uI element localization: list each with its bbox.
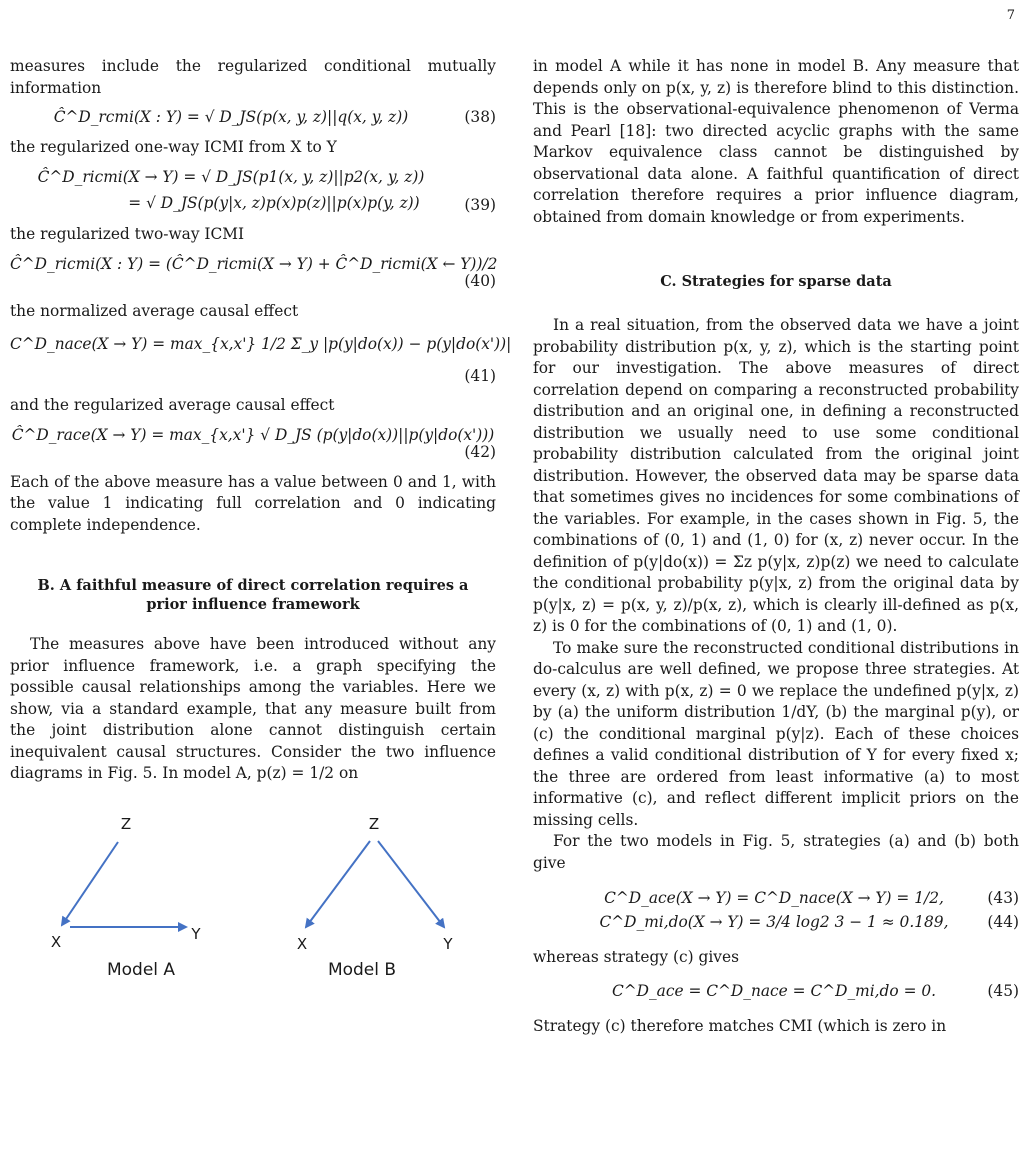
equation-40 (10, 254, 496, 293)
figure-5-svg (10, 811, 496, 991)
model-b-arrow-z-y (378, 841, 444, 927)
section-c-paragraph-3: For the two models in Fig. 5, strategies (a) and (b) both give (533, 832, 1019, 872)
two-way-text: the regularized two-way ICMI (10, 225, 245, 243)
model-b-z-label: Z (368, 814, 380, 833)
equation-44-number: (44) (987, 912, 1019, 931)
equation-45 (533, 981, 1019, 1003)
section-c-paragraph-2: To make sure the reconstructed conditional distributions in do-calculus are well defined, we propose three strategies. At every (x, z) with p(x, z) = 0 we replace the undefined p(y|x, z) by (a) the uniform distribution 1/dY, (b) the marginal p(y), or (c) the conditional marginal p(y|z). Each of these choices defines a valid conditional distribution of Y for every fixed x; the three are ordered from least informative (a) to most informative (c), and reflect different implicit priors on the missing cells. (533, 638, 1019, 829)
equation-43 (533, 888, 1019, 910)
model-a-x-label: X (50, 932, 62, 951)
equation-41 (10, 334, 512, 387)
model-b-y-label: Y (443, 934, 453, 953)
equation-39-line2: = √ D_JS(p(y|x, z)p(x)p(z)||p(x)p(y, z)) (128, 194, 420, 212)
model-b-arrow-z-x (306, 841, 370, 927)
section-b-continuation: in model A while it has none in model B. Any measure that depends only on p(x, y, z) is therefore blind to this distinction. This is the observational-equivalence phenomenon of Verma and Pearl [18]: two directed acyclic graphs with the same Markov equivalence class cannot be distinguished by observational data alone. A faithful quantification of direct correlation therefore requires a prior influence diagram, obtained from domain knowledge or from experiments. (533, 57, 1019, 226)
equation-42-body: Ĉ^D_race(X → Y) = max_{x,x'} √ D_JS (p(y|do(x))||p(y|do(x'))) (11, 425, 495, 444)
model-a-arrow-z-x (62, 842, 118, 925)
equation-39 (10, 164, 496, 216)
equation-38 (10, 107, 496, 129)
equation-42-number: (42) (464, 443, 496, 461)
nace-text: the normalized average causal effect (10, 301, 299, 320)
equation-41-body: C^D_nace(X → Y) = max_{x,x'} 1/2 Σ_y |p(y|do(x)) − p(y|do(x'))| (10, 335, 512, 353)
equation-40-body: Ĉ^D_ricmi(X : Y) = (Ĉ^D_ricmi(X → Y) + Ĉ^D_ricmi(X ← Y))/2 (10, 254, 498, 273)
summary-text: Each of the above measure has a value between 0 and 1, with the value 1 indicating full correlation and 0 indicating complete independence. (10, 472, 496, 534)
page-number: 7 (1006, 8, 1015, 23)
ricmi-text: the regularized one-way ICMI from X to Y (10, 137, 337, 156)
equation-45-body: C^D_ace = C^D_nace = C^D_mi,do = 0. (611, 981, 937, 1000)
equation-45-number: (45) (987, 981, 1019, 1000)
section-c-paragraph-4: Strategy (c) therefore matches CMI (which is zero in (533, 1017, 947, 1035)
equation-38-number: (38) (464, 108, 496, 126)
race-text: and the regularized average causal effect (10, 396, 335, 414)
equation-44 (533, 912, 1019, 934)
intro-text: measures include the regularized conditional mutually information (10, 57, 496, 97)
figure-5 (10, 811, 496, 991)
equation-41-number: (41) (464, 366, 496, 385)
equation-42 (10, 425, 496, 464)
model-a-z-label: Z (120, 814, 132, 833)
equation-44-body: C^D_mi,do(X → Y) = 3/4 log2 3 − 1 ≈ 0.189, (599, 912, 949, 931)
section-b-paragraph: The measures above have been introduced without any prior influence framework, i.e. a graph specifying the possible causal relationships among the variables. Here we show, via a standard example, that any measure built from the joint distribution alone cannot distinguish certain inequivalent causal structures. Consider the two influence diagrams in Fig. 5. In model A, p(z) = 1/2 on (10, 635, 496, 782)
left-column (10, 56, 512, 991)
section-b-heading: B. A faithful measure of direct correlation requires a prior influence framework (37, 577, 469, 613)
equation-43-number: (43) (987, 889, 1019, 907)
section-c-heading: C. Strategies for sparse data (660, 273, 892, 290)
model-b-caption: Model B (327, 959, 397, 980)
right-column (533, 56, 1019, 1038)
model-a-caption: Model A (106, 959, 176, 980)
equation-43-body: C^D_ace(X → Y) = C^D_nace(X → Y) = 1/2, (604, 889, 944, 907)
model-b-x-label: X (296, 934, 308, 953)
equation-38-body: Ĉ^D_rcmi(X : Y) = √ D_JS(p(x, y, z)||q(x, y, z)) (53, 108, 409, 126)
whereas-text: whereas strategy (c) gives (533, 948, 739, 966)
section-c-paragraph-1: In a real situation, from the observed data we have a joint probability distribution p(x, y, z), which is the starting point for our investigation. The above measures of direct correlation depend on comparing a reconstructed probability distribution and an original one, in defining a reconstructed distribution we usually need to use some conditional probability distribution calculated from the original joint distribution. However, the observed data may be sparse data that sometimes gives no incidences for some combinations of the variables. For example, in the cases shown in Fig. 5, the combinations of (0, 1) and (1, 0) for (x, z) never occur. In the definition of p(y|do(x)) = Σz p(y|x, z)p(z) we need to calculate the conditional probability p(y|x, z) from the original data by p(y|x, z) = p(x, y, z)/p(x, z), which is clearly ill-defined as p(x, z) is 0 for the combinations of (0, 1) and (1, 0). (533, 316, 1019, 635)
model-a-y-label: Y (191, 924, 201, 943)
equation-39-line1: Ĉ^D_ricmi(X → Y) = √ D_JS(p1(x, y, z)||p2(x, y, z)) (37, 168, 425, 186)
equation-39-number: (39) (464, 195, 496, 214)
equation-40-number: (40) (464, 272, 496, 290)
